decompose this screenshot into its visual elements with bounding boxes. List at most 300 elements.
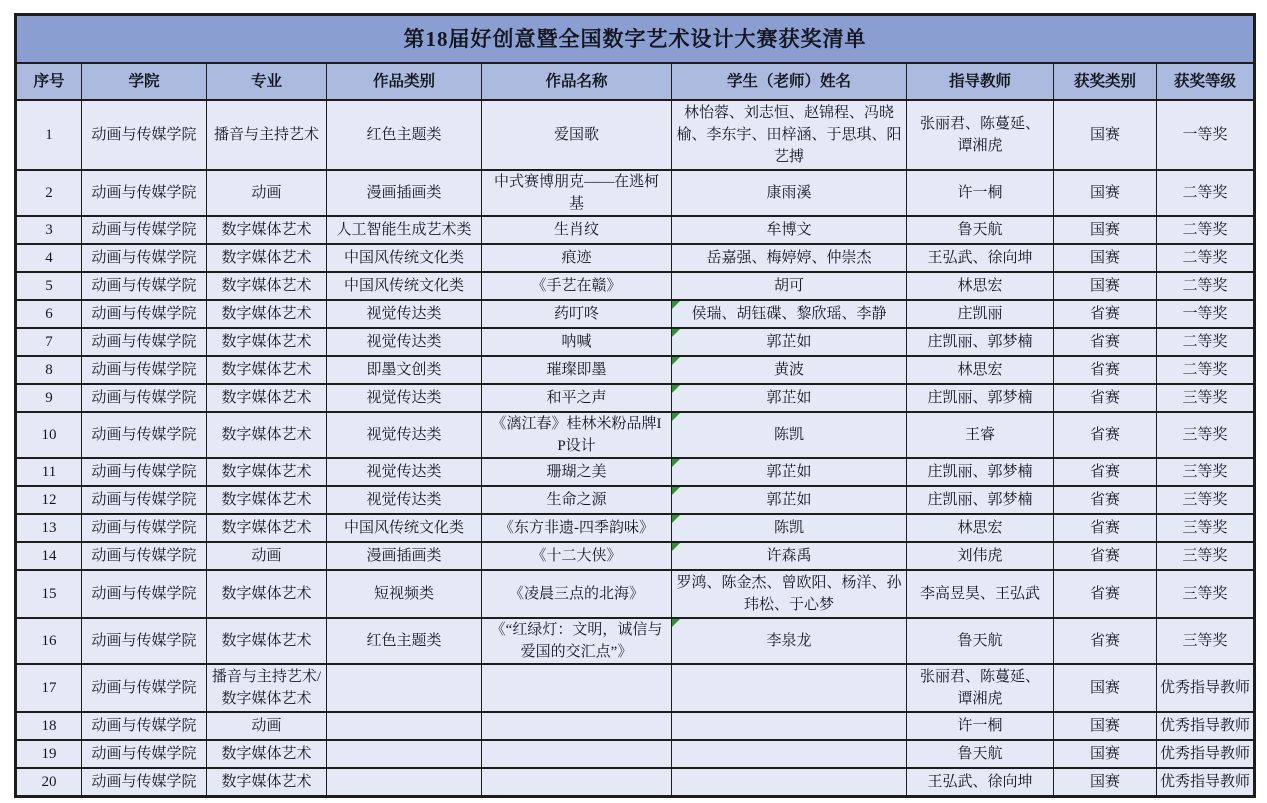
cell-work bbox=[482, 328, 672, 356]
page-title: 第18届好创意暨全国数字艺术设计大赛获奖清单 bbox=[16, 15, 1255, 64]
cell-award-type bbox=[1054, 300, 1157, 328]
cell-award-type bbox=[1054, 768, 1157, 797]
cell-major bbox=[207, 356, 327, 384]
cell-text: 胡可 bbox=[773, 278, 804, 294]
cell-text: 张丽君、陈蔓延、谭湘虎 bbox=[919, 669, 1040, 707]
cell-major bbox=[207, 570, 327, 618]
cell-text: 省赛 bbox=[1089, 464, 1120, 480]
cell-students bbox=[672, 244, 907, 272]
table-row bbox=[16, 100, 1255, 170]
cell-college bbox=[82, 216, 207, 244]
cell-text: 中国风传统文化类 bbox=[343, 278, 464, 294]
cell-advisors bbox=[907, 216, 1054, 244]
cell-text: 呐喊 bbox=[561, 334, 592, 350]
cell-text: 《漓江春》桂林米粉品牌IP设计 bbox=[491, 416, 662, 454]
cell-major bbox=[207, 300, 327, 328]
table-row bbox=[16, 458, 1255, 486]
cell-major bbox=[207, 244, 327, 272]
cell-advisors bbox=[907, 712, 1054, 740]
cell-text: 生命之源 bbox=[546, 492, 607, 508]
column-header-advisors: 指导教师 bbox=[907, 63, 1054, 100]
cell-no bbox=[16, 542, 82, 570]
excel-error-triangle-icon bbox=[672, 515, 680, 523]
column-header-college: 学院 bbox=[82, 63, 207, 100]
cell-no bbox=[16, 328, 82, 356]
cell-text: 国赛 bbox=[1089, 746, 1120, 762]
cell-text: 播音与主持艺术/数字媒体艺术 bbox=[211, 669, 322, 707]
cell-award-level bbox=[1157, 384, 1255, 412]
cell-text: 侯瑞、胡钰碟、黎欣瑶、李静 bbox=[691, 306, 887, 322]
cell-no bbox=[16, 272, 82, 300]
cell-award-type bbox=[1054, 328, 1157, 356]
excel-error-triangle-icon bbox=[672, 543, 680, 551]
table-row bbox=[16, 356, 1255, 384]
cell-text: 动画与传媒学院 bbox=[91, 548, 197, 564]
cell-text: 动画与传媒学院 bbox=[91, 278, 197, 294]
cell-text: 鲁天航 bbox=[957, 633, 1003, 649]
cell-text: 王睿 bbox=[964, 427, 995, 443]
table-row bbox=[16, 412, 1255, 458]
cell-text: 省赛 bbox=[1089, 334, 1120, 350]
cell-work bbox=[482, 486, 672, 514]
cell-award-level bbox=[1157, 216, 1255, 244]
table-row bbox=[16, 542, 1255, 570]
cell-text: 人工智能生成艺术类 bbox=[336, 222, 472, 238]
cell-award-type bbox=[1054, 384, 1157, 412]
cell-text: 数字媒体艺术 bbox=[221, 633, 312, 649]
cell-award-level bbox=[1157, 356, 1255, 384]
cell-award-type bbox=[1054, 272, 1157, 300]
cell-text: 动画与传媒学院 bbox=[91, 718, 197, 734]
cell-text: 林思宏 bbox=[957, 278, 1003, 294]
cell-work bbox=[482, 216, 672, 244]
cell-category bbox=[327, 272, 482, 300]
cell-students bbox=[672, 384, 907, 412]
cell-advisors bbox=[907, 514, 1054, 542]
cell-advisors bbox=[907, 542, 1054, 570]
cell-advisors bbox=[907, 328, 1054, 356]
cell-text: 4 bbox=[45, 250, 53, 266]
cell-text: 李泉龙 bbox=[766, 633, 812, 649]
cell-text: 数字媒体艺术 bbox=[221, 362, 312, 378]
excel-error-triangle-icon bbox=[672, 487, 680, 495]
cell-work bbox=[482, 768, 672, 797]
cell-category bbox=[327, 618, 482, 664]
cell-students bbox=[672, 170, 907, 216]
cell-text: 动画与传媒学院 bbox=[91, 306, 197, 322]
cell-text: 数字媒体艺术 bbox=[221, 492, 312, 508]
cell-no bbox=[16, 486, 82, 514]
cell-no bbox=[16, 712, 82, 740]
cell-award-level bbox=[1157, 486, 1255, 514]
excel-error-triangle-icon bbox=[672, 413, 680, 421]
cell-major bbox=[207, 272, 327, 300]
cell-text: 15 bbox=[41, 586, 57, 602]
cell-college bbox=[82, 712, 207, 740]
cell-category bbox=[327, 542, 482, 570]
cell-text: 3 bbox=[45, 222, 53, 238]
cell-text: 动画与传媒学院 bbox=[91, 127, 197, 143]
cell-text: 黄波 bbox=[773, 362, 804, 378]
cell-text: 省赛 bbox=[1089, 362, 1120, 378]
cell-advisors bbox=[907, 384, 1054, 412]
cell-text: 国赛 bbox=[1089, 127, 1120, 143]
cell-students bbox=[672, 740, 907, 768]
cell-college bbox=[82, 272, 207, 300]
cell-students bbox=[672, 542, 907, 570]
cell-no bbox=[16, 514, 82, 542]
cell-text: 《东方非遗-四季韵味》 bbox=[499, 520, 654, 536]
cell-advisors bbox=[907, 412, 1054, 458]
table-row bbox=[16, 384, 1255, 412]
cell-text: 二等奖 bbox=[1182, 362, 1228, 378]
cell-college bbox=[82, 514, 207, 542]
cell-award-level bbox=[1157, 300, 1255, 328]
cell-text: 短视频类 bbox=[373, 586, 434, 602]
cell-text: 动画与传媒学院 bbox=[91, 334, 197, 350]
cell-major bbox=[207, 712, 327, 740]
column-header-category: 作品类别 bbox=[327, 63, 482, 100]
cell-text: 动画与传媒学院 bbox=[91, 362, 197, 378]
cell-work bbox=[482, 244, 672, 272]
table-row bbox=[16, 618, 1255, 664]
cell-students bbox=[672, 712, 907, 740]
cell-text: 中国风传统文化类 bbox=[343, 250, 464, 266]
cell-text: 数字媒体艺术 bbox=[221, 278, 312, 294]
excel-error-triangle-icon bbox=[672, 385, 680, 393]
cell-work bbox=[482, 272, 672, 300]
cell-award-type bbox=[1054, 542, 1157, 570]
cell-text: 庄凯丽、郭梦楠 bbox=[927, 464, 1033, 480]
cell-text: 红色主题类 bbox=[366, 127, 442, 143]
cell-award-type bbox=[1054, 486, 1157, 514]
cell-no bbox=[16, 244, 82, 272]
cell-award-type bbox=[1054, 170, 1157, 216]
cell-text: 动画 bbox=[251, 718, 282, 734]
cell-work bbox=[482, 170, 672, 216]
cell-award-level bbox=[1157, 412, 1255, 458]
cell-text: 动画与传媒学院 bbox=[91, 492, 197, 508]
cell-major bbox=[207, 486, 327, 514]
cell-text: 优秀指导教师 bbox=[1160, 680, 1251, 696]
cell-text: 林思宏 bbox=[957, 362, 1003, 378]
cell-students bbox=[672, 570, 907, 618]
cell-text: 数字媒体艺术 bbox=[221, 334, 312, 350]
cell-work bbox=[482, 664, 672, 712]
cell-no bbox=[16, 412, 82, 458]
cell-text: 省赛 bbox=[1089, 427, 1120, 443]
cell-students bbox=[672, 328, 907, 356]
cell-text: 省赛 bbox=[1089, 306, 1120, 322]
cell-no bbox=[16, 740, 82, 768]
cell-students bbox=[672, 514, 907, 542]
cell-college bbox=[82, 768, 207, 797]
cell-text: 国赛 bbox=[1089, 222, 1120, 238]
cell-advisors bbox=[907, 170, 1054, 216]
cell-text: 庄凯丽、郭梦楠 bbox=[927, 492, 1033, 508]
cell-advisors bbox=[907, 768, 1054, 797]
cell-college bbox=[82, 384, 207, 412]
cell-text: 二等奖 bbox=[1182, 222, 1228, 238]
column-header-no: 序号 bbox=[16, 63, 82, 100]
cell-category bbox=[327, 712, 482, 740]
cell-text: 郭芷如 bbox=[766, 492, 812, 508]
cell-college bbox=[82, 170, 207, 216]
cell-text: 动画与传媒学院 bbox=[91, 185, 197, 201]
table-row bbox=[16, 768, 1255, 797]
cell-text: 三等奖 bbox=[1182, 390, 1228, 406]
cell-award-level bbox=[1157, 570, 1255, 618]
cell-text: 动画 bbox=[251, 185, 282, 201]
cell-major bbox=[207, 170, 327, 216]
cell-no bbox=[16, 458, 82, 486]
cell-text: 爱国歌 bbox=[553, 127, 599, 143]
cell-award-level bbox=[1157, 100, 1255, 170]
cell-text: 璀璨即墨 bbox=[546, 362, 607, 378]
column-header-major: 专业 bbox=[207, 63, 327, 100]
cell-award-type bbox=[1054, 356, 1157, 384]
cell-students bbox=[672, 458, 907, 486]
cell-text: 动画与传媒学院 bbox=[91, 746, 197, 762]
cell-text: 痕迹 bbox=[561, 250, 592, 266]
cell-college bbox=[82, 100, 207, 170]
cell-college bbox=[82, 740, 207, 768]
cell-text: 视觉传达类 bbox=[366, 390, 442, 406]
cell-no bbox=[16, 618, 82, 664]
table-row bbox=[16, 300, 1255, 328]
cell-award-type bbox=[1054, 458, 1157, 486]
cell-text: 漫画插画类 bbox=[366, 185, 442, 201]
cell-text: 林思宏 bbox=[957, 520, 1003, 536]
cell-text: 和平之声 bbox=[546, 390, 607, 406]
cell-no bbox=[16, 768, 82, 797]
cell-text: 2 bbox=[45, 185, 53, 201]
cell-major bbox=[207, 740, 327, 768]
cell-text: 1 bbox=[45, 127, 53, 143]
cell-work bbox=[482, 514, 672, 542]
cell-text: 优秀指导教师 bbox=[1160, 718, 1251, 734]
cell-advisors bbox=[907, 486, 1054, 514]
excel-error-triangle-icon bbox=[672, 357, 680, 365]
cell-text: 省赛 bbox=[1089, 390, 1120, 406]
cell-text: 陈凯 bbox=[773, 520, 804, 536]
cell-text: 庄凯丽 bbox=[957, 306, 1003, 322]
cell-major bbox=[207, 542, 327, 570]
cell-category bbox=[327, 244, 482, 272]
cell-category bbox=[327, 100, 482, 170]
cell-text: 药叮咚 bbox=[553, 306, 599, 322]
table-row bbox=[16, 712, 1255, 740]
cell-text: 《凌晨三点的北海》 bbox=[508, 586, 644, 602]
cell-text: 国赛 bbox=[1089, 718, 1120, 734]
cell-text: 三等奖 bbox=[1182, 633, 1228, 649]
cell-advisors bbox=[907, 618, 1054, 664]
cell-advisors bbox=[907, 356, 1054, 384]
table-row bbox=[16, 570, 1255, 618]
cell-category bbox=[327, 740, 482, 768]
cell-text: 9 bbox=[45, 390, 53, 406]
cell-work bbox=[482, 618, 672, 664]
cell-category bbox=[327, 514, 482, 542]
cell-award-type bbox=[1054, 570, 1157, 618]
cell-no bbox=[16, 170, 82, 216]
cell-major bbox=[207, 514, 327, 542]
cell-text: 动画与传媒学院 bbox=[91, 390, 197, 406]
cell-text: 郭芷如 bbox=[766, 334, 812, 350]
cell-students bbox=[672, 412, 907, 458]
cell-text: 13 bbox=[41, 520, 57, 536]
header-row bbox=[16, 63, 1255, 100]
table-row bbox=[16, 272, 1255, 300]
cell-college bbox=[82, 300, 207, 328]
cell-text: 国赛 bbox=[1089, 680, 1120, 696]
cell-major bbox=[207, 100, 327, 170]
cell-text: 动画与传媒学院 bbox=[91, 680, 197, 696]
cell-students bbox=[672, 486, 907, 514]
cell-advisors bbox=[907, 570, 1054, 618]
column-header-students: 学生（老师）姓名 bbox=[672, 63, 907, 100]
cell-text: 陈凯 bbox=[773, 427, 804, 443]
cell-college bbox=[82, 618, 207, 664]
cell-advisors bbox=[907, 740, 1054, 768]
cell-award-level bbox=[1157, 740, 1255, 768]
cell-text: 7 bbox=[45, 334, 53, 350]
cell-award-level bbox=[1157, 712, 1255, 740]
cell-text: 庄凯丽、郭梦楠 bbox=[927, 390, 1033, 406]
cell-students bbox=[672, 618, 907, 664]
cell-text: 14 bbox=[41, 548, 57, 564]
cell-major bbox=[207, 412, 327, 458]
cell-text: 即墨文创类 bbox=[366, 362, 442, 378]
cell-college bbox=[82, 570, 207, 618]
cell-text: 二等奖 bbox=[1182, 185, 1228, 201]
cell-award-level bbox=[1157, 458, 1255, 486]
cell-college bbox=[82, 486, 207, 514]
cell-text: 罗鸿、陈金杰、曾欧阳、杨洋、孙玮松、于心梦 bbox=[676, 575, 902, 613]
cell-text: 11 bbox=[41, 464, 57, 480]
cell-text: 16 bbox=[41, 633, 57, 649]
cell-text: 李高昱昊、王弘武 bbox=[919, 586, 1040, 602]
cell-text: 视觉传达类 bbox=[366, 427, 442, 443]
table-row bbox=[16, 486, 1255, 514]
cell-major bbox=[207, 768, 327, 797]
cell-no bbox=[16, 300, 82, 328]
cell-text: 省赛 bbox=[1089, 548, 1120, 564]
cell-text: 省赛 bbox=[1089, 520, 1120, 536]
cell-text: 中式赛博朋克——在逃柯基 bbox=[493, 174, 659, 212]
cell-students bbox=[672, 664, 907, 712]
cell-text: 生肖纹 bbox=[553, 222, 599, 238]
cell-award-type bbox=[1054, 618, 1157, 664]
column-header-work: 作品名称 bbox=[482, 63, 672, 100]
cell-text: 动画与传媒学院 bbox=[91, 774, 197, 790]
cell-text: 一等奖 bbox=[1182, 306, 1228, 322]
excel-error-triangle-icon bbox=[672, 301, 680, 309]
cell-text: 播音与主持艺术 bbox=[213, 127, 319, 143]
cell-text: 数字媒体艺术 bbox=[221, 390, 312, 406]
cell-text: 张丽君、陈蔓延、谭湘虎 bbox=[919, 116, 1040, 154]
cell-text: 二等奖 bbox=[1182, 334, 1228, 350]
cell-work bbox=[482, 300, 672, 328]
cell-text: 许一桐 bbox=[957, 185, 1003, 201]
cell-award-level bbox=[1157, 170, 1255, 216]
cell-text: 郭芷如 bbox=[766, 390, 812, 406]
cell-advisors bbox=[907, 100, 1054, 170]
cell-text: 一等奖 bbox=[1182, 127, 1228, 143]
cell-award-type bbox=[1054, 740, 1157, 768]
cell-text: 动画与传媒学院 bbox=[91, 427, 197, 443]
cell-text: 王弘武、徐向坤 bbox=[927, 774, 1033, 790]
cell-text: 视觉传达类 bbox=[366, 334, 442, 350]
table-row bbox=[16, 170, 1255, 216]
cell-work bbox=[482, 712, 672, 740]
cell-major bbox=[207, 328, 327, 356]
title-row bbox=[16, 15, 1255, 64]
cell-text: 郭芷如 bbox=[766, 464, 812, 480]
table-row bbox=[16, 740, 1255, 768]
cell-no bbox=[16, 664, 82, 712]
cell-text: 动画与传媒学院 bbox=[91, 250, 197, 266]
cell-no bbox=[16, 356, 82, 384]
cell-text: 林怡蓉、刘志恒、赵锦程、冯晓榆、李东宇、田梓涵、于思琪、阳艺搏 bbox=[676, 105, 902, 165]
cell-advisors bbox=[907, 458, 1054, 486]
cell-text: 数字媒体艺术 bbox=[221, 222, 312, 238]
cell-work bbox=[482, 570, 672, 618]
cell-major bbox=[207, 458, 327, 486]
cell-text: 《手艺在赣》 bbox=[531, 278, 622, 294]
column-header-award-level: 获奖等级 bbox=[1157, 63, 1255, 100]
cell-text: 8 bbox=[45, 362, 53, 378]
cell-award-type bbox=[1054, 244, 1157, 272]
cell-major bbox=[207, 618, 327, 664]
cell-work bbox=[482, 458, 672, 486]
excel-error-triangle-icon bbox=[672, 459, 680, 467]
cell-award-type bbox=[1054, 100, 1157, 170]
cell-text: 国赛 bbox=[1089, 278, 1120, 294]
column-header-award-type: 获奖类别 bbox=[1054, 63, 1157, 100]
cell-text: 国赛 bbox=[1089, 250, 1120, 266]
cell-major bbox=[207, 384, 327, 412]
cell-text: 鲁天航 bbox=[957, 222, 1003, 238]
cell-college bbox=[82, 356, 207, 384]
cell-students bbox=[672, 356, 907, 384]
cell-work bbox=[482, 356, 672, 384]
cell-work bbox=[482, 384, 672, 412]
cell-award-type bbox=[1054, 412, 1157, 458]
cell-text: 国赛 bbox=[1089, 774, 1120, 790]
cell-text: 三等奖 bbox=[1182, 548, 1228, 564]
cell-category bbox=[327, 486, 482, 514]
cell-text: 数字媒体艺术 bbox=[221, 586, 312, 602]
cell-text: 中国风传统文化类 bbox=[343, 520, 464, 536]
cell-text: 动画与传媒学院 bbox=[91, 633, 197, 649]
cell-students bbox=[672, 100, 907, 170]
cell-text: 三等奖 bbox=[1182, 492, 1228, 508]
cell-text: 三等奖 bbox=[1182, 586, 1228, 602]
cell-text: 视觉传达类 bbox=[366, 492, 442, 508]
excel-error-triangle-icon bbox=[672, 329, 680, 337]
cell-category bbox=[327, 300, 482, 328]
cell-text: 动画与传媒学院 bbox=[91, 586, 197, 602]
cell-text: 许一桐 bbox=[957, 718, 1003, 734]
cell-college bbox=[82, 458, 207, 486]
cell-category bbox=[327, 664, 482, 712]
cell-award-type bbox=[1054, 514, 1157, 542]
cell-text: 许森禹 bbox=[766, 548, 812, 564]
cell-text: 数字媒体艺术 bbox=[221, 520, 312, 536]
cell-text: 二等奖 bbox=[1182, 250, 1228, 266]
cell-category bbox=[327, 768, 482, 797]
